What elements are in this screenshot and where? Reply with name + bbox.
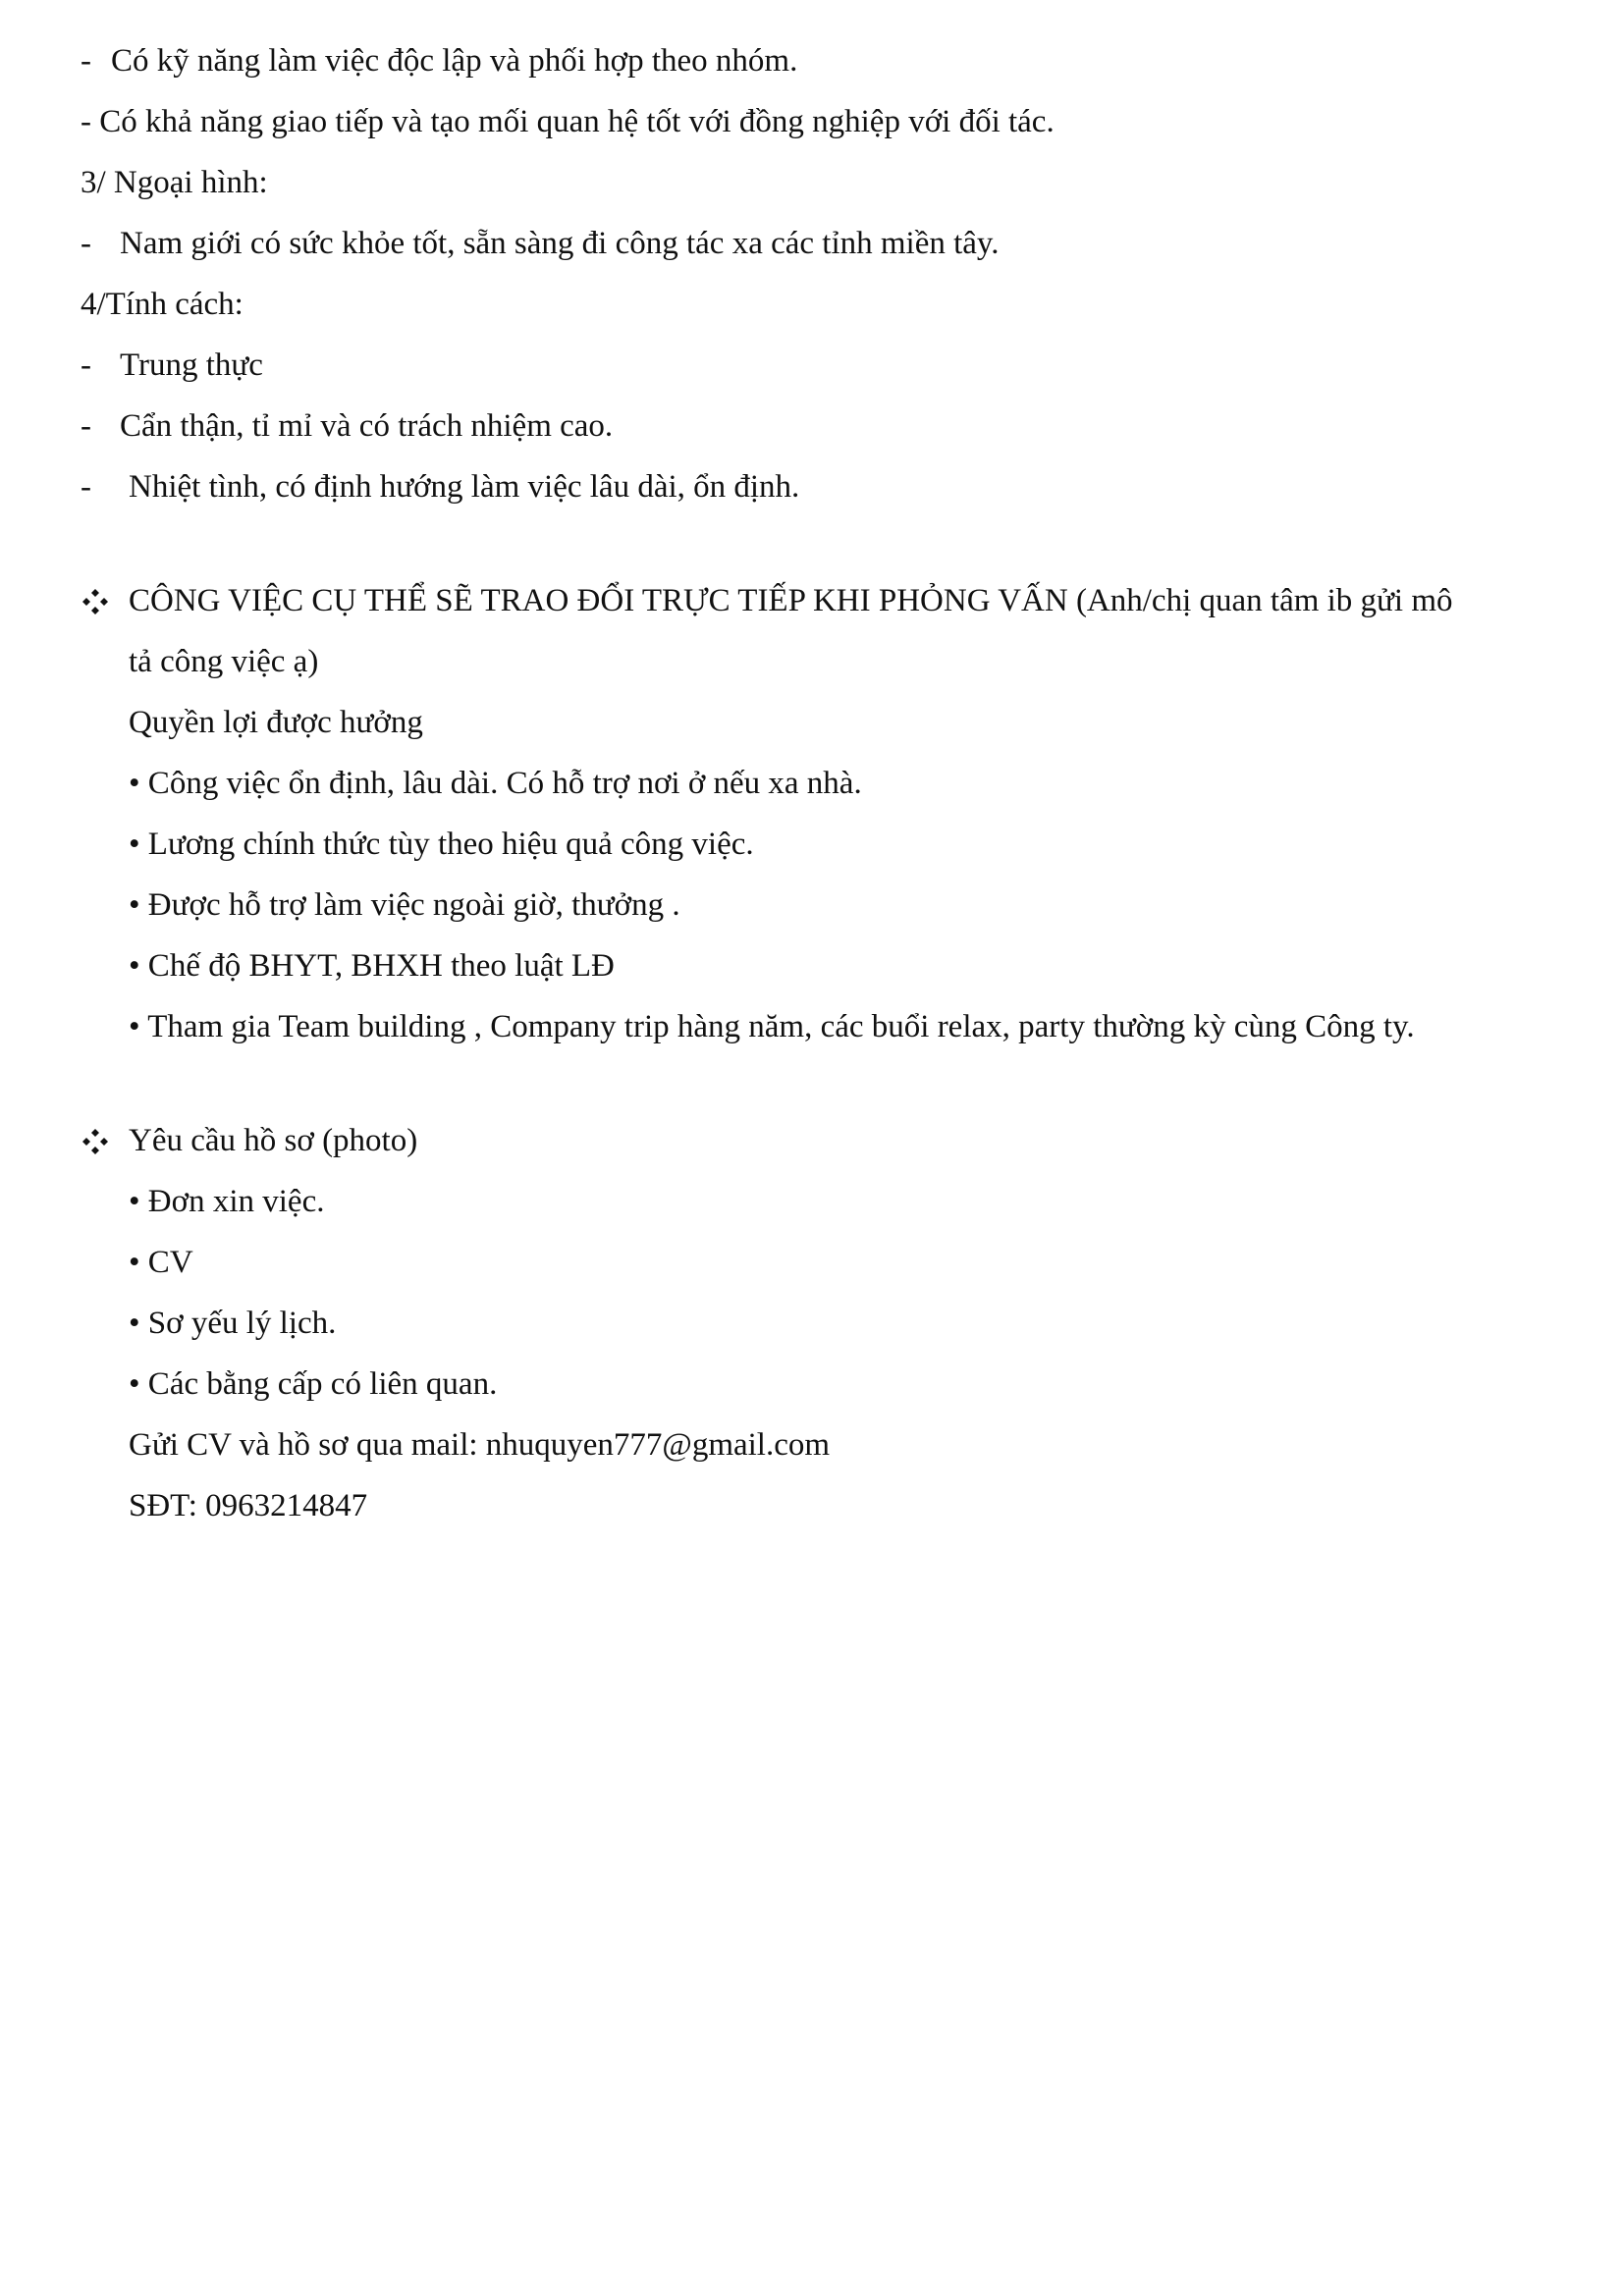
job-section-heading: CÔNG VIỆC CỤ THỂ SẼ TRAO ĐỔI TRỰC TIẾP KHI PHỎNG VẤN (Anh/chị quan tâm ib gửi mô [129,583,1453,618]
personality-item: Cẩn thận, tỉ mỉ và có trách nhiệm cao. [120,408,614,444]
benefit-item: • Chế độ BHYT, BHXH theo luật LĐ [129,948,615,984]
personality-item: Trung thực [120,347,263,383]
personality-item: Nhiệt tình, có định hướng làm việc lâu dài, ổn định. [129,469,800,505]
four-diamond-bullet-icon [81,1127,110,1156]
skill-independent-text: Có kỹ năng làm việc độc lập và phối hợp theo nhóm. [111,43,798,79]
benefit-item: • Được hỗ trợ làm việc ngoài giờ, thưởng . [129,887,680,923]
email-line: Gửi CV và hồ sơ qua mail: nhuquyen777@gmail.com [129,1427,831,1463]
phone-line: SĐT: 0963214847 [129,1488,368,1523]
benefits-heading: Quyền lợi được hưởng [129,705,423,740]
dash-marker: - [81,43,91,79]
docs-item: • Các bằng cấp có liên quan. [129,1366,498,1402]
appearance-item: Nam giới có sức khỏe tốt, sẵn sàng đi công tác xa các tỉnh miền tây. [120,226,1000,261]
personality-heading: 4/Tính cách: [81,287,244,322]
docs-item: • Sơ yếu lý lịch. [129,1306,337,1341]
docs-item: • Đơn xin việc. [129,1184,325,1219]
dash-marker: - [81,408,91,444]
four-diamond-bullet-icon [81,587,110,616]
benefit-item: • Tham gia Team building , Company trip hàng năm, các buổi relax, party thường kỳ cùng Công ty. [129,1009,1415,1044]
docs-item: • CV [129,1245,193,1280]
job-section-heading-continued: tả công việc ạ) [129,644,319,679]
dash-marker: - [81,469,91,505]
benefit-item: • Lương chính thức tùy theo hiệu quả công việc. [129,827,754,862]
skill-communication-text: - Có khả năng giao tiếp và tạo mối quan hệ tốt với đồng nghiệp với đối tác. [81,104,1055,139]
dash-marker: - [81,347,91,383]
appearance-heading: 3/ Ngoại hình: [81,165,268,200]
benefit-item: • Công việc ổn định, lâu dài. Có hỗ trợ nơi ở nếu xa nhà. [129,766,862,801]
docs-section-heading: Yêu cầu hồ sơ (photo) [129,1123,418,1158]
dash-marker: - [81,226,91,261]
